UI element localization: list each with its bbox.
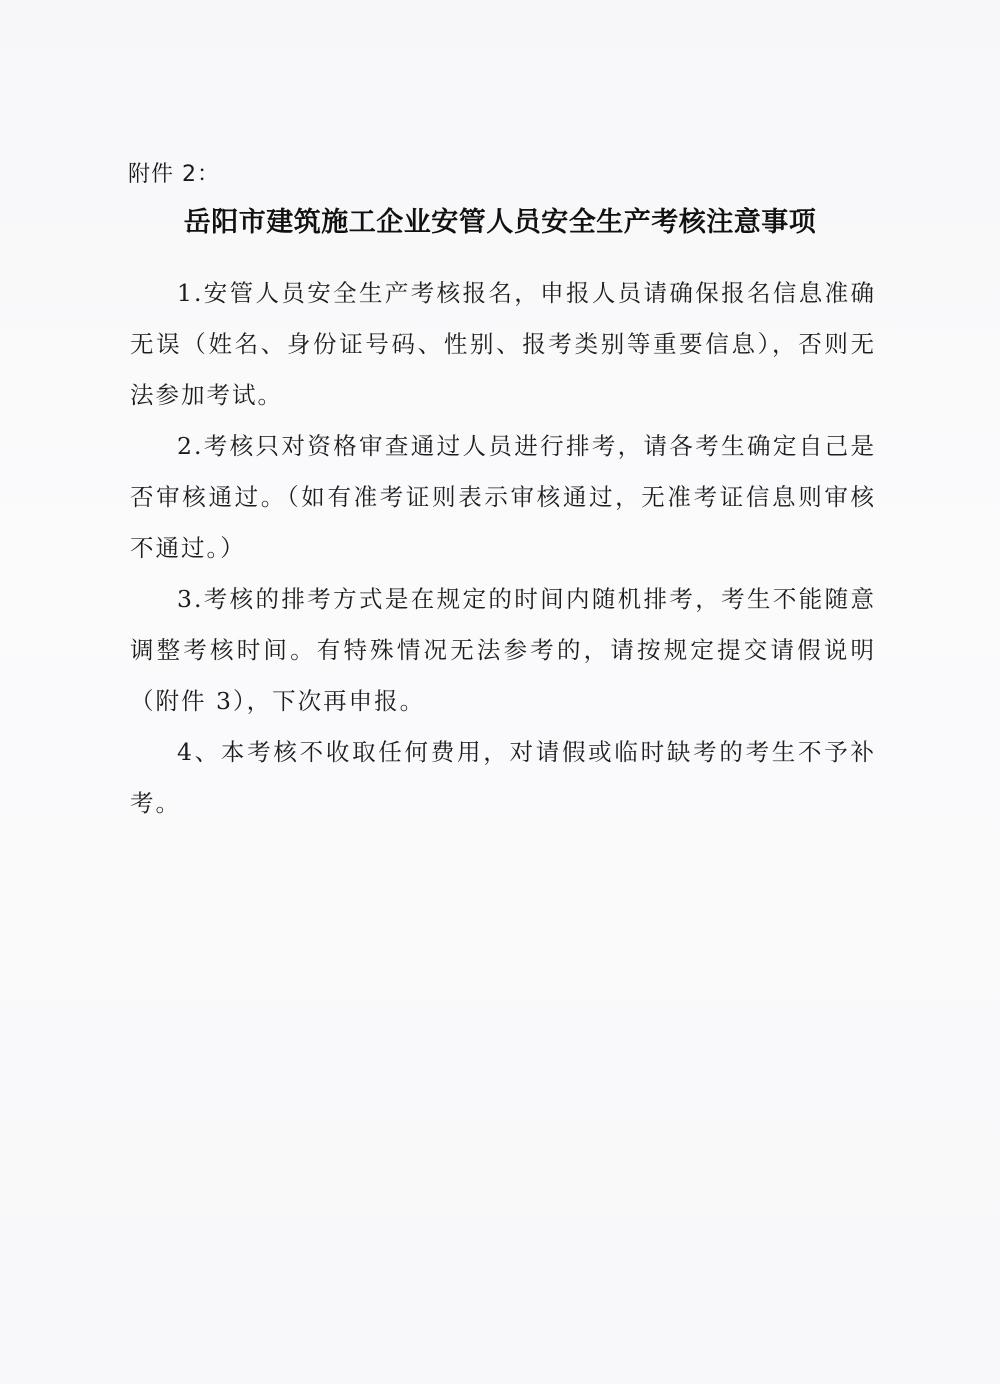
paragraph-3: 3.考核的排考方式是在规定的时间内随机排考，考生不能随意调整考核时间。有特殊情况无法参考的，请按规定提交请假说明（附件 3），下次再申报。	[130, 585, 876, 715]
attachment-label: 附件 2：	[128, 162, 220, 187]
document-title: 岳阳市建筑施工企业安管人员安全生产考核注意事项	[183, 207, 817, 238]
paragraph-4: 4、本考核不收取任何费用，对请假或临时缺考的考生不予补考。	[130, 738, 876, 817]
paragraph-1: 1.安管人员安全生产考核报名，申报人员请确保报名信息准确无误（姓名、身份证号码、性别、报考类别等重要信息），否则无法参加考试。	[130, 279, 876, 409]
paragraph-2: 2.考核只对资格审查通过人员进行排考，请各考生确定自己是否审核通过。（如有准考证则表示审核通过，无准考证信息则审核不通过。）	[130, 432, 876, 562]
document-body	[130, 268, 876, 829]
